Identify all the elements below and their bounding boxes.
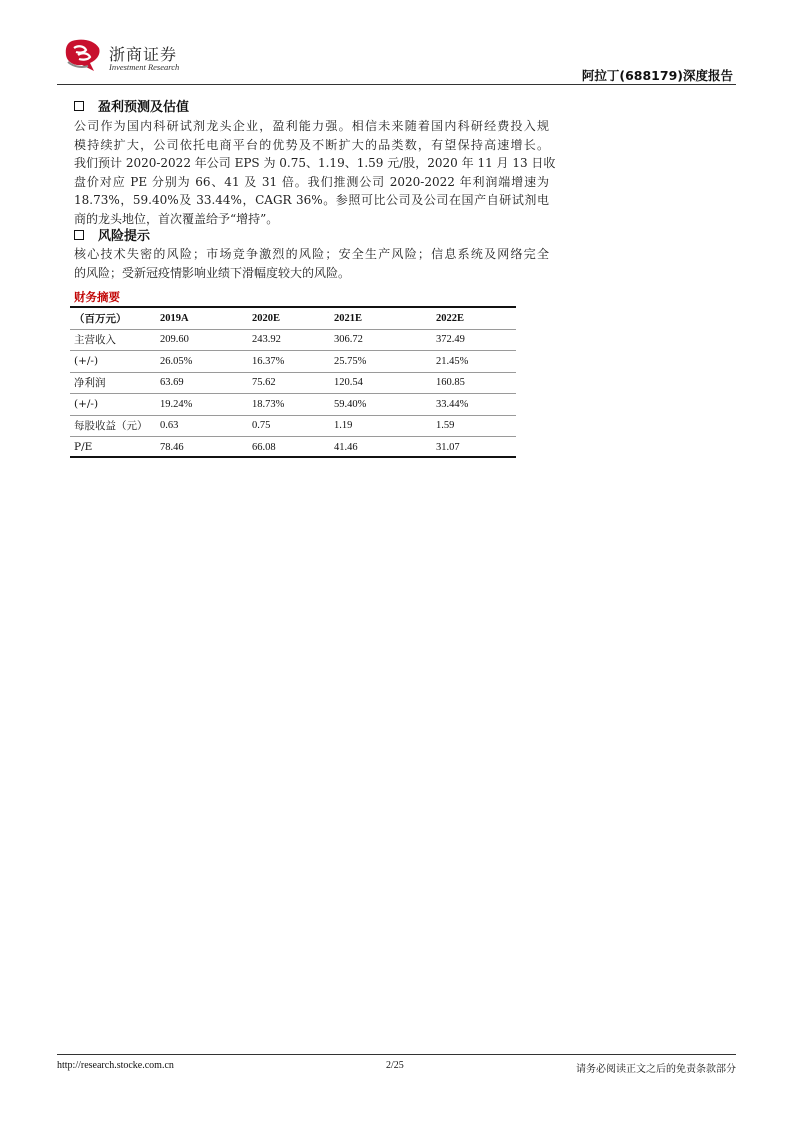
brand-name-en: Investment Research [109, 62, 180, 72]
brand-name-cn: 浙商证券 [109, 45, 178, 64]
table-cell: 120.54 [330, 372, 432, 394]
row-label: 主营收入 [70, 329, 156, 351]
table-cell: 18.73% [248, 394, 330, 416]
table-cell: 41.46 [334, 441, 358, 453]
table-cell: 75.62 [248, 372, 330, 394]
table-cell: 243.92 [248, 329, 330, 351]
checkbox-bullet-icon [74, 230, 84, 240]
table-cell: 306.72 [330, 329, 432, 351]
table-cell: 0.63 [156, 415, 248, 437]
row-label: 每股收益（元） [70, 415, 156, 437]
table-title: 财务摘要 [74, 290, 120, 304]
row-label: (+/-) [70, 394, 156, 416]
table-cell: 21.45% [432, 351, 516, 373]
table-cell: 160.85 [432, 372, 516, 394]
table-header-row [70, 308, 516, 329]
table-cell: 31.07 [436, 441, 460, 453]
page-number: 2/25 [386, 1060, 404, 1071]
row-label: (+/-) [70, 351, 156, 373]
paragraph-line: 的风险；受新冠疫情影响业绩下滑幅度较大的风险。 [74, 265, 351, 280]
table-cell: 16.37% [248, 351, 330, 373]
table-row [70, 437, 516, 458]
table-row [70, 329, 516, 351]
table-cell: 78.46 [160, 441, 184, 453]
table-cell: 59.40% [330, 394, 432, 416]
header-cell: 2020E [248, 308, 330, 329]
table-cell: 26.05% [156, 351, 248, 373]
section-heading-forecast [74, 96, 189, 115]
paragraph-line: 商的龙头地位，首次覆盖给予“增持”。 [74, 211, 279, 226]
table-cell: 1.59 [432, 415, 516, 437]
header-cell: 2021E [330, 308, 432, 329]
financial-summary-table [70, 308, 516, 458]
paragraph-line: 盘价对应 PE 分别为 66、41 及 31 倍。我们推测公司 2020-2022 年利润端增速为 [74, 174, 549, 189]
header-cell: （百万元） [70, 308, 156, 329]
table-row [70, 351, 516, 373]
header-cell: 2022E [432, 308, 516, 329]
table-cell: 372.49 [432, 329, 516, 351]
checkbox-bullet-icon [74, 101, 84, 111]
report-title: 阿拉丁(688179)深度报告 [581, 68, 733, 83]
table-row [70, 372, 516, 394]
header-cell: 2019A [156, 308, 248, 329]
forecast-paragraph [74, 117, 556, 228]
footer-url-link[interactable]: http://research.stocke.com.cn [57, 1060, 174, 1071]
risk-paragraph [74, 245, 549, 282]
table-cell: 66.08 [252, 441, 276, 453]
table-cell: 25.75% [330, 351, 432, 373]
table-row [70, 415, 516, 437]
paragraph-line: 我们预计 2020-2022 年公司 EPS 为 0.75、1.19、1.59 元/股，2020 年 11 月 13 日收 [74, 156, 556, 170]
row-label: P/E [74, 441, 93, 454]
section-heading-text: 风险提示 [98, 229, 151, 244]
paragraph-line: 核心技术失密的风险；市场竞争激烈的风险；安全生产风险；信息系统及网络完全 [74, 247, 549, 261]
table-cell: 33.44% [432, 394, 516, 416]
section-heading-risk [74, 225, 150, 244]
header-divider [57, 84, 736, 85]
table-cell: 63.69 [156, 372, 248, 394]
table-cell: 1.19 [330, 415, 432, 437]
table-cell: 0.75 [248, 415, 330, 437]
footer-divider [57, 1054, 736, 1055]
paragraph-line: 公司作为国内科研试剂龙头企业，盈利能力强。相信未来随着国内科研经费投入规 [74, 119, 549, 133]
table-cell: 209.60 [156, 329, 248, 351]
paragraph-line: 18.73%，59.40%及 33.44%，CAGR 36%。参照可比公司及公司在国产自研试剂电 [74, 193, 549, 207]
paragraph-line: 模持续扩大，公司依托电商平台的优势及不断扩大的品类数，有望保持高速增长。 [74, 137, 549, 152]
table-cell: 19.24% [156, 394, 248, 416]
section-heading-text: 盈利预测及估值 [98, 100, 190, 115]
row-label: 净利润 [70, 372, 156, 394]
zheshang-securities-logo-icon [64, 38, 102, 72]
table-bottom-rule [70, 456, 516, 458]
table-row [70, 394, 516, 416]
footer-disclaimer: 请务必阅读正文之后的免责条款部分 [576, 1064, 736, 1075]
